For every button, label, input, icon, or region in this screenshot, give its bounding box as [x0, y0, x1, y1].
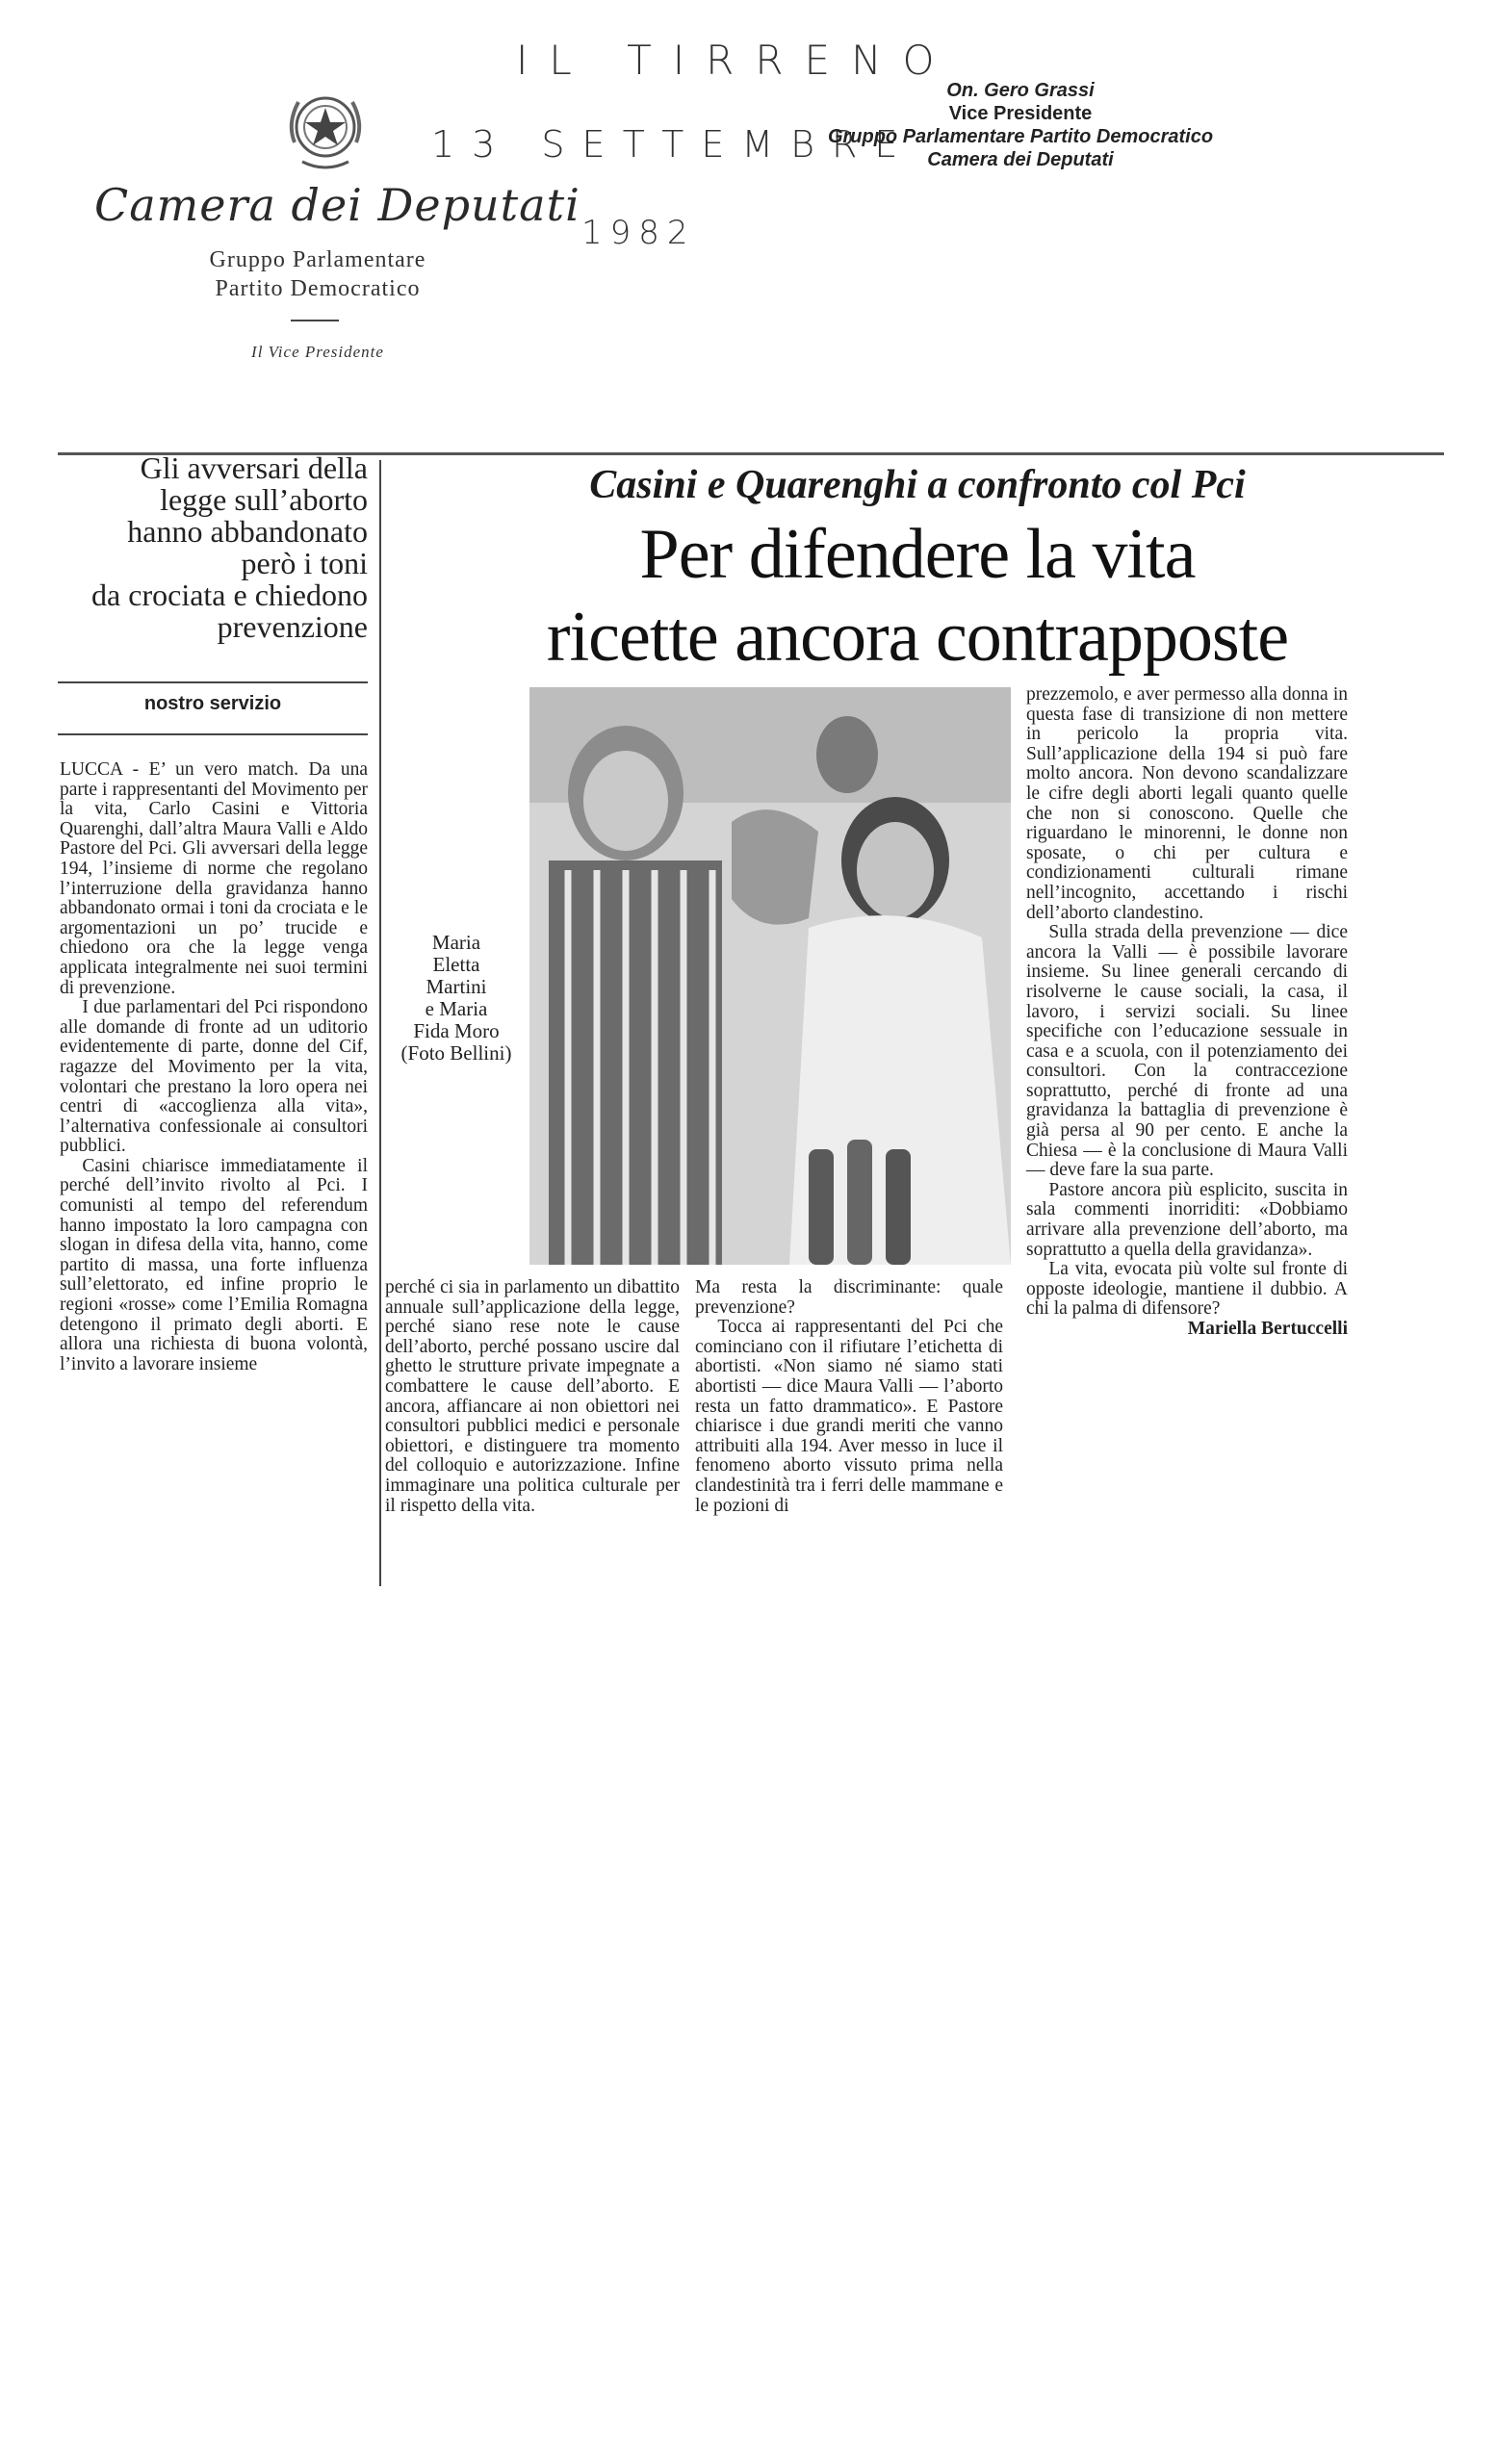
paragraph: I due parlamentari del Pci rispondono alle domande di fronte ad un uditorio evidentemente di parte, donne del Cif, ragazze del Movimento per la vita, volontari che prestano la loro opera nei centri di «accoglienza alla vita», l’alternativa confessionale ai consultori pubblici.: [60, 997, 368, 1157]
handwritten-date: 13 SETTEMBRE: [431, 123, 916, 166]
letterhead-role: Il Vice Presidente: [251, 343, 384, 361]
article-byline: nostro servizio: [143, 693, 282, 714]
article-column-2: [385, 1278, 680, 1516]
deck-line: Gli avversari della: [140, 450, 368, 485]
paragraph: La vita, evocata più volte sul fronte di opposte ideologie, mantiene il dubbio. A chi la palma di difensore?: [1026, 1259, 1348, 1320]
handwritten-year: 1982: [581, 214, 696, 252]
paragraph: perché ci sia in parlamento un dibattito annuale sull’applicazione della legge, perché siano rese note le cause dell’aborto, perché possano uscire dal ghetto le strutture private impegnate a combattere le cause dell’aborto. E ancora, affiancare ai non obiettori nei consultori pubblici medici e personale obiettori, e distinguere tra momento del colloquio e autorizzazione. Infine immaginare una politica culturale per il rispetto della vita.: [385, 1277, 680, 1516]
letterhead-divider: [291, 320, 339, 321]
article-column-divider: [379, 460, 381, 1586]
paragraph: Tocca ai rappresentanti del Pci che cominciano con il rifiutare l’etichetta di abortisti. «Non siamo né siamo stati abortisti — dice Maura Valli — l’aborto resta un fatto drammatico». E Pastore chiarisce i due grandi meriti che vanno attribuiti alla 194. Aver messo in luce il fenomeno aborto vissuto prima nella clandestinità tra i ferri delle mammane e le pozioni di: [695, 1317, 1003, 1516]
deck-line: prevenzione: [217, 609, 368, 644]
stamp-chamber: Camera dei Deputati: [927, 149, 1114, 170]
deck-line: da crociata e chiedono: [91, 578, 368, 612]
group-name: [154, 245, 481, 303]
office-stamp: [770, 79, 1271, 171]
institution-name: Camera dei Deputati: [94, 179, 580, 231]
caption-line: Martini: [426, 975, 487, 998]
deck-line: però i toni: [241, 546, 368, 580]
article-column-1: [60, 760, 368, 1374]
article-column-3: [695, 1278, 1003, 1516]
article-deck: [58, 452, 368, 643]
deck-line: legge sull’aborto: [160, 482, 368, 517]
headline-line-2: ricette ancora contrapposte: [546, 598, 1289, 677]
caption-line: (Foto Bellini): [400, 1041, 512, 1065]
article-photo: [529, 687, 1011, 1265]
article-author: Mariella Bertuccelli: [1187, 1319, 1348, 1339]
group-line-2: Partito Democratico: [215, 276, 421, 301]
caption-line: Maria: [431, 931, 481, 954]
stamp-role: Vice Presidente: [948, 103, 1093, 124]
paragraph: Casini chiarisce immediatamente il perché dell’invito rivolto al Pci. I comunisti al tempo del referendum hanno impostato la loro campagna con slogan in difesa della vita, hanno, come partito di massa, una forte influenza sull’elettorato, ed infine proprio le regioni «rosse» come l’Emilia Romagna detengono il primato degli aborti. E allora una richiesta di buona volontà, l’invito a lavorare insieme: [60, 1155, 368, 1374]
paragraph: prezzemolo, e aver permesso alla donna in questa fase di transizione di non mettere in pericolo la propria vita. Sull’applicazione della 194 si può fare molto ancora. Non devono scandalizzare le cifre degli aborti legali quanto quelle che non si conoscono. Quelle che riguardano le minorenni, le donne non sposate, o chi per cultura e condizionamenti culturali rimane nell’incognito, accettando i rischi dell’aborto clandestino.: [1026, 684, 1348, 923]
article-column-4: [1026, 685, 1348, 1340]
italian-republic-emblem-icon: [281, 85, 370, 177]
byline-rule: [58, 733, 368, 735]
stamp-name: On. Gero Grassi: [946, 80, 1095, 101]
headline-line-1: Per difendere la vita: [639, 515, 1196, 594]
handwritten-newspaper: IL TIRRENO: [516, 37, 956, 84]
paragraph: LUCCA - E’ un vero match. Da una parte i rappresentanti del Movimento per la vita, Carlo Casini e Vittoria Quarenghi, dall’altra Maura Valli e Aldo Pastore del Pci. Gli avversari della legge 194, l’insieme di norme che regolano l’interruzione della gravidanza hanno abbandonato ormai i toni da crociata e le argomentazioni un po’ trucide e chiedono ora che la legge venga applicata integralmente nei suoi termini di prevenzione.: [60, 759, 368, 998]
group-line-1: Gruppo Parlamentare: [209, 247, 426, 272]
paragraph: Ma resta la discriminante: quale prevenzione?: [695, 1277, 1003, 1318]
caption-line: Eletta: [432, 953, 480, 976]
caption-line: Fida Moro: [413, 1019, 500, 1042]
stamp-group: Gruppo Parlamentare Partito Democratico: [827, 126, 1214, 147]
deck-rule: [58, 681, 368, 683]
paragraph: Sulla strada della prevenzione — dice ancora la Valli — è possibile lavorare insieme. Su linee generali cercando di risolverne le cause sociali, la casa, il lavoro, i servizi sociali. Su linee specifiche con l’educazione sessuale in casa e a scuola, con il potenziamento dei consultori. Con la contraccezione soprattutto, perché di fronte ad una gravidanza la battaglia di prevenzione è già persa al 90 per cento. E anche la Chiesa — è la conclusione di Maura Valli — deve fare la sua parte.: [1026, 922, 1348, 1181]
photo-caption: [385, 932, 528, 1065]
paragraph: Pastore ancora più esplicito, suscita in sala commenti inorriditi: «Dobbiamo arrivare alla prevenzione dell’aborto, ma soprattutto a quella della gravidanza».: [1026, 1179, 1348, 1260]
deck-line: hanno abbandonato: [127, 514, 368, 549]
article-kicker: Casini e Quarenghi a confronto col Pci: [589, 463, 1246, 507]
caption-line: e Maria: [425, 997, 488, 1020]
